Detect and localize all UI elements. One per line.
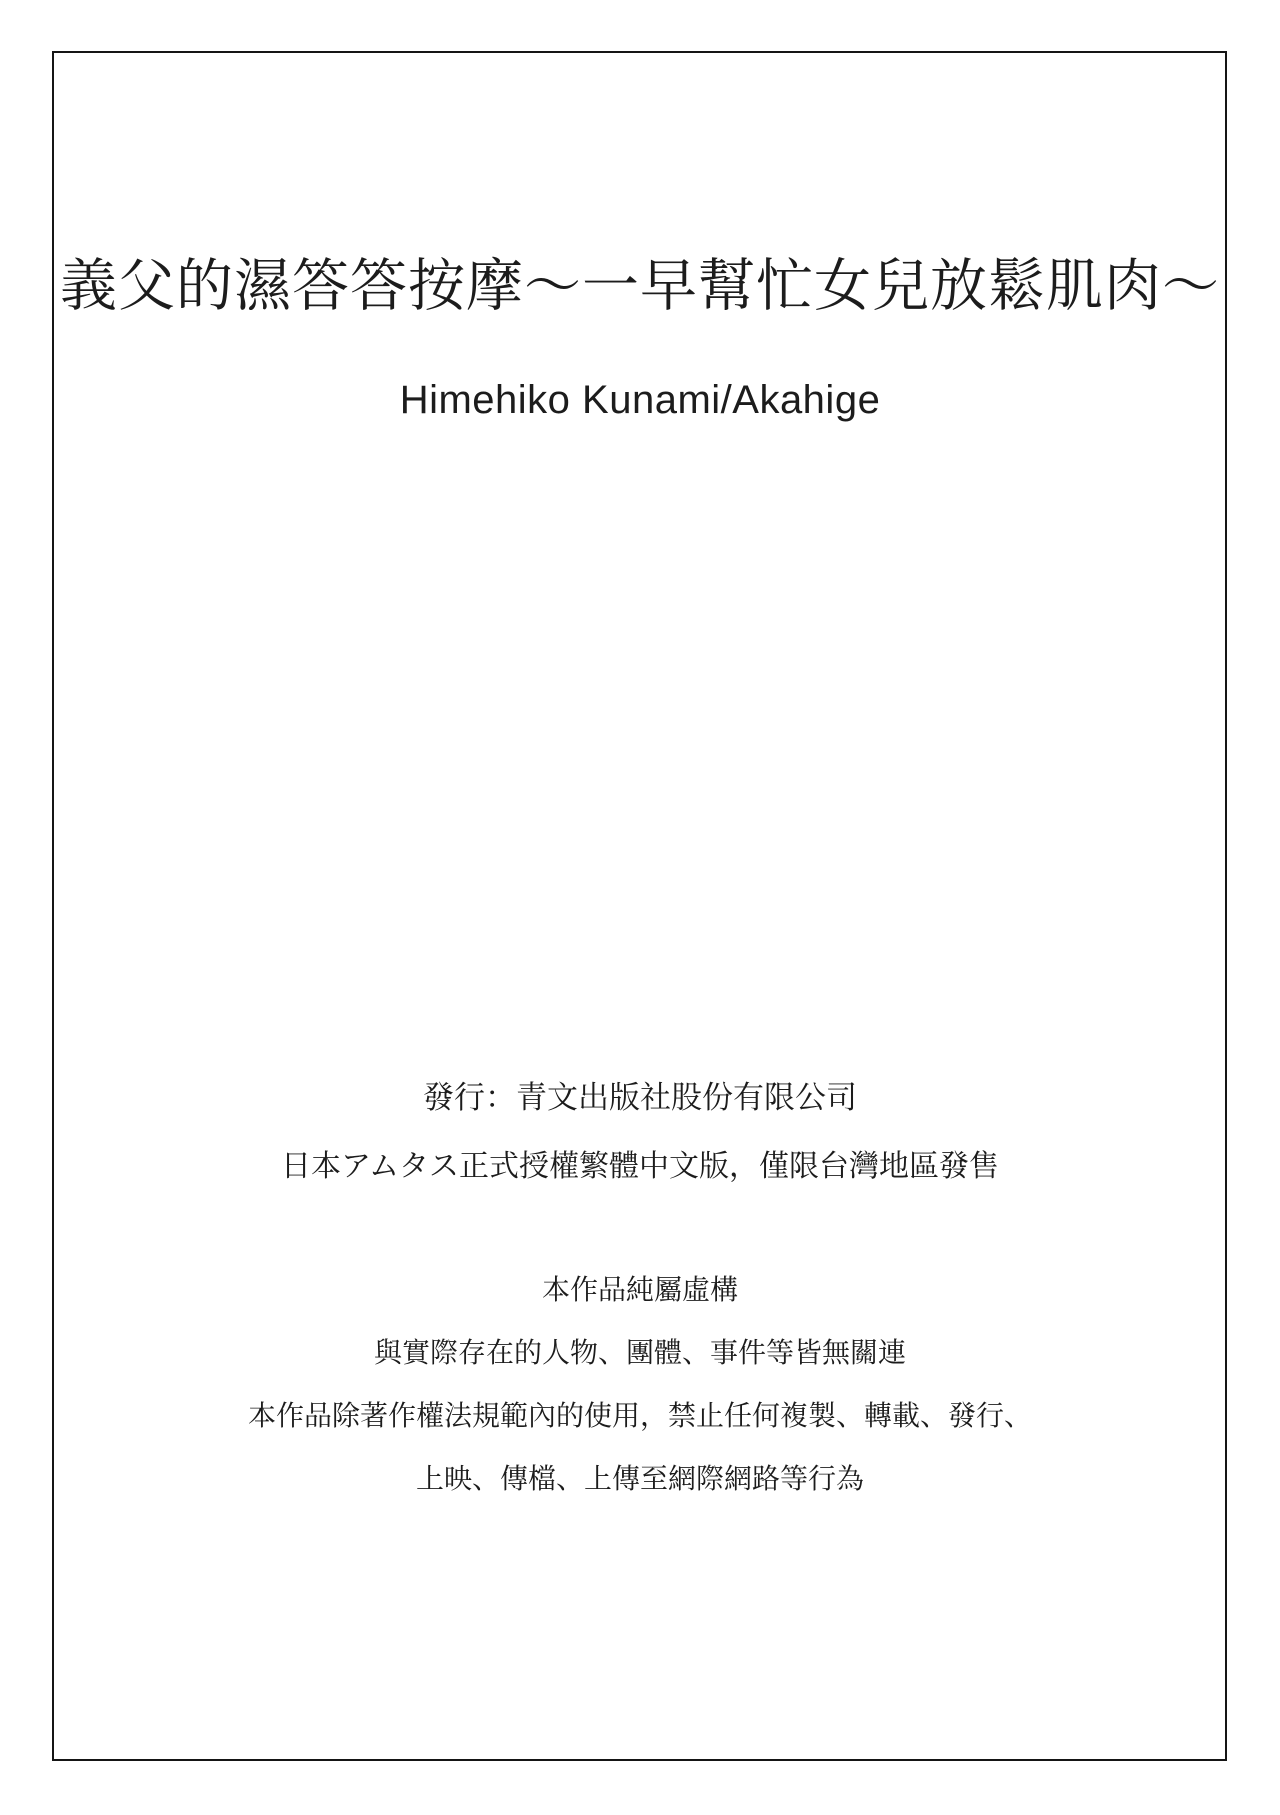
disclaimer-line-prohibited-acts: 上映、傳檔、上傳至網際網路等行為	[415, 1463, 864, 1494]
disclaimer-line-copyright: 本作品除著作權法規範內的使用，禁止任何複製、轉載、發行、	[247, 1400, 1032, 1431]
license-line: 日本アムタス正式授權繁體中文版，僅限台灣地區發售	[281, 1150, 999, 1183]
publisher-line: 發行：青文出版社股份有限公司	[423, 1080, 857, 1115]
author-credit: Himehiko Kunami/Akahige	[399, 378, 881, 422]
disclaimer-line-no-relation: 與實際存在的人物、團體、事件等皆無關連	[373, 1337, 906, 1368]
disclaimer-line-fiction: 本作品純屬虛構	[541, 1274, 738, 1305]
book-title: 義父的濕答答按摩～一早幫忙女兒放鬆肌肉～	[60, 254, 1220, 318]
